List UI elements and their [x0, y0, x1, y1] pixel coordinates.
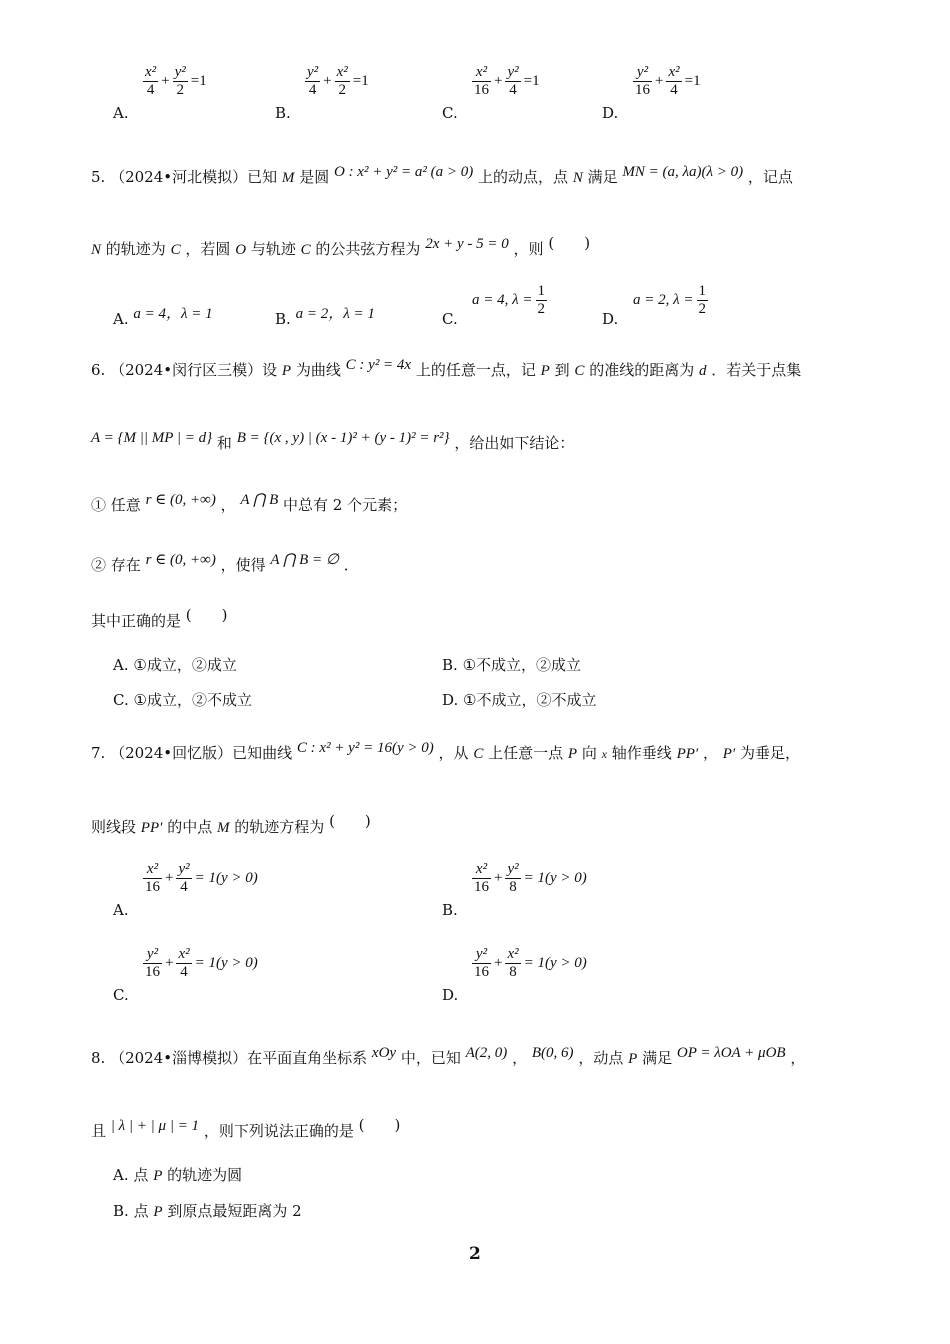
q5-var-m: M [281, 170, 295, 186]
q4-option-c-letter: C. [442, 104, 458, 122]
q7-stem-line1: 7. （2024•回忆版）已知曲线 C : x² + y² = 16(y > 0) ，从 C 上任意一点 P 向 x 轴作垂线 PP′ ， P′ 为垂足， [91, 740, 800, 762]
q7-source: （2024•回忆版）已知曲线 [110, 744, 293, 762]
q4-option-d-letter: D. [602, 104, 619, 122]
q6-option-c: C. ①成立，②不成立 [113, 691, 252, 709]
q4-option-c-formula: $\frac{\text{x²}}{16}$ + $\frac{\text{y²}}{4}$ =1 [474, 64, 540, 99]
q5-stem-line2: N 的轨迹为 C ，若圆 O 与轨迹 C 的公共弦方程为 2x + y - 5 = 0 ，则 ( ) [91, 234, 591, 258]
q7-option-b-letter: B. [442, 901, 458, 919]
q4-option-d-formula: $\frac{\text{y²}}{16}$ + $\frac{\text{x²}}{4}$ =1 [635, 64, 701, 99]
q7-stem-line2: 则线段 PP′ 的中点 M 的轨迹方程为 ( ) [91, 812, 371, 836]
q6-number: 6. [91, 361, 106, 379]
page-number: 2 [469, 1244, 481, 1264]
q6-set-b: B = {(x , y) | (x - 1)² + (y - 1)² = r²} [236, 430, 450, 446]
q5-option-a: A. a = 4，λ = 1 [113, 306, 213, 328]
q7-option-c-formula: $\frac{\text{y²}}{16}$ + $\frac{\text{x²}}{4}$ = 1(y > 0) [145, 946, 258, 981]
q6-curve-eq: C : y² = 4x [345, 357, 412, 373]
q7-option-d-letter: D. [442, 986, 459, 1004]
q5-source: （2024•河北模拟）已知 [110, 168, 278, 186]
q4-option-a-formula: $\frac{\text{x²}}{4}$ + $\frac{\text{y²}}{2}$ =1 [145, 64, 207, 99]
q5-circle-eq: O : x² + y² = a² (a > 0) [333, 164, 474, 180]
q5-option-c-formula: a = 4, λ = $\frac{1}{2}$ [472, 283, 545, 318]
q6-source: （2024•闵行区三模）设 [110, 361, 278, 379]
q6-option-b: B. ①不成立，②成立 [442, 656, 582, 674]
q8-condition-eq: | λ | + | μ | = 1 [110, 1118, 200, 1134]
q7-option-a-letter: A. [113, 901, 129, 919]
q8-source: （2024•淄博模拟）在平面直角坐标系 [110, 1049, 368, 1067]
q7-curve-eq: C : x² + y² = 16(y > 0) [296, 740, 434, 756]
q6-option-a: A. ①成立，②成立 [113, 656, 237, 674]
q8-option-a: A. 点 P 的轨迹为圆 [113, 1166, 243, 1184]
q6-set-a: A = {M || MP | = d} [91, 430, 213, 446]
q7-option-c-letter: C. [113, 986, 129, 1004]
q5-chord-eq: 2x + y - 5 = 0 [425, 236, 509, 252]
q4-option-a-letter: A. [113, 104, 129, 122]
q8-option-b: B. 点 P 到原点最短距离为 2 [113, 1202, 302, 1220]
q5-option-d-letter: D. [602, 310, 619, 328]
q8-vector-eq: OP = λOA + μOB [676, 1045, 786, 1061]
q8-stem-line1: 8. （2024•淄博模拟）在平面直角坐标系 xOy 中，已知 A(2, 0) ， B(0, 6) ，动点 P 满足 OP = λOA + μOB ， [91, 1045, 806, 1067]
q5-option-c-letter: C. [442, 310, 458, 328]
q5-option-d-formula: a = 2, λ = $\frac{1}{2}$ [633, 283, 706, 318]
q7-option-b-formula: $\frac{\text{x²}}{16}$ + $\frac{\text{y²}}{8}$ = 1(y > 0) [474, 861, 587, 896]
q6-stem-line2: A = {M || MP | = d} 和 B = {(x , y) | (x - 1)² + (y - 1)² = r²} ，给出如下结论： [91, 430, 575, 452]
q6-stem-line1: 6. （2024•闵行区三模）设 P 为曲线 C : y² = 4x 上的任意一点，记 P 到 C 的准线的距离为 d ．若关于点集 [91, 357, 802, 379]
q4-option-b-formula: $\frac{\text{y²}}{4}$ + $\frac{\text{x²}}{2}$ =1 [307, 64, 369, 99]
q6-ask: 其中正确的是 ( ) [91, 606, 228, 630]
q7-option-d-formula: $\frac{\text{y²}}{16}$ + $\frac{\text{x²}}{8}$ = 1(y > 0) [474, 946, 587, 981]
q6-statement-2: ② 存在 r ∈ (0, +∞) ，使得 A ⋂ B = ∅ ． [91, 552, 359, 574]
q8-number: 8. [91, 1049, 106, 1067]
q5-vector-eq: MN = (a, λa)(λ > 0) [622, 164, 744, 180]
q7-number: 7. [91, 744, 106, 762]
q6-statement-1: ① 任意 r ∈ (0, +∞) ， A ⋂ B 中总有 2 个元素； [91, 492, 408, 514]
q5-number: 5. [91, 168, 106, 186]
q4-option-b-letter: B. [275, 104, 291, 122]
q7-option-a-formula: $\frac{\text{x²}}{16}$ + $\frac{\text{y²}}{4}$ = 1(y > 0) [145, 861, 258, 896]
q6-option-d: D. ①不成立，②不成立 [442, 691, 597, 709]
q5-stem-line1: 5. （2024•河北模拟）已知 M 是圆 O : x² + y² = a² (a > 0) 上的动点，点 N 满足 MN = (a, λa)(λ > 0) ，记点 [91, 164, 793, 186]
q8-stem-line2: 且 | λ | + | μ | = 1 ，则下列说法正确的是 ( ) [91, 1116, 401, 1140]
q5-option-b: B. a = 2，λ = 1 [275, 306, 375, 328]
